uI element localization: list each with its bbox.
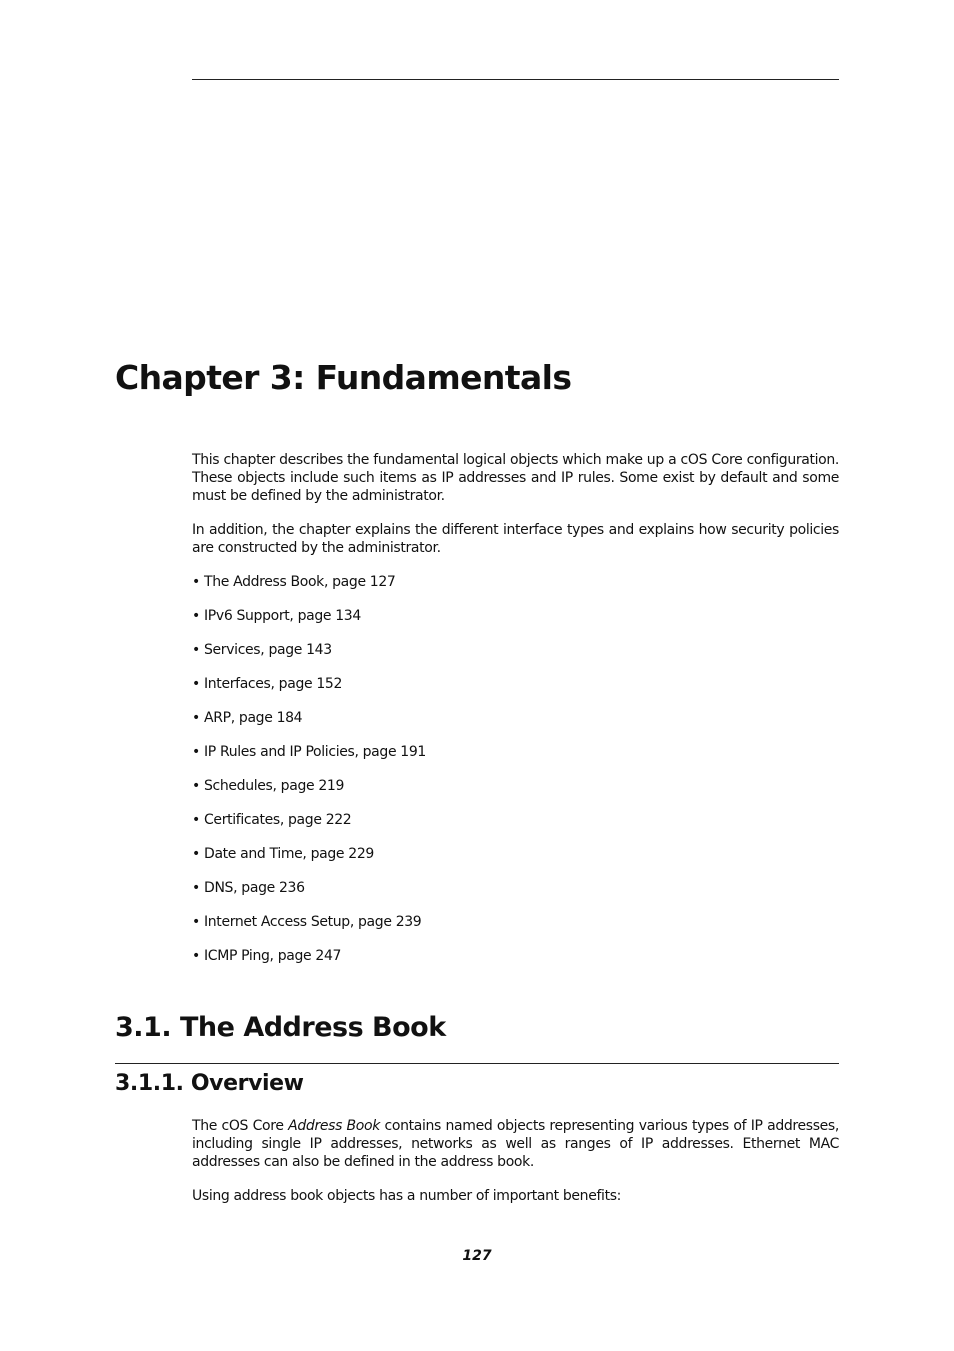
toc-item-certificates[interactable]: • Certificates, page 222: [192, 812, 352, 828]
toc-item-icmp-ping[interactable]: • ICMP Ping, page 247: [192, 948, 342, 964]
address-book-term: Address Book: [288, 1118, 380, 1134]
subsection-title: 3.1.1. Overview: [115, 1071, 304, 1096]
toc-item-internet-access[interactable]: • Internet Access Setup, page 239: [192, 914, 422, 930]
overview-paragraph-1: [192, 1117, 839, 1171]
section-rule: [115, 1063, 839, 1064]
overview-paragraph-2: Using address book objects has a number of important benefits:: [192, 1188, 622, 1204]
page-number: 127: [462, 1248, 492, 1264]
section-title: 3.1. The Address Book: [115, 1012, 446, 1043]
toc-item-services[interactable]: • Services, page 143: [192, 642, 332, 658]
toc-item-arp[interactable]: • ARP, page 184: [192, 710, 303, 726]
toc-item-schedules[interactable]: • Schedules, page 219: [192, 778, 345, 794]
toc-item-address-book[interactable]: • The Address Book, page 127: [192, 574, 396, 590]
overview-text-before: The cOS Core: [192, 1118, 289, 1134]
overview-text-after: contains named objects representing various types of IP addresses, including single IP addresses, networks as well as ranges of IP addresses. Ethernet MAC addresses can also be defined in the address book.: [192, 1118, 839, 1170]
chapter-toc: [192, 573, 426, 981]
header-rule: [192, 79, 839, 80]
toc-item-interfaces[interactable]: • Interfaces, page 152: [192, 676, 343, 692]
toc-item-ip-rules[interactable]: • IP Rules and IP Policies, page 191: [192, 744, 426, 760]
intro-paragraph-1: This chapter describes the fundamental logical objects which make up a cOS Core configuration. These objects include such items as IP addresses and IP rules. Some exist by default and some must be defined by the administrator.: [192, 452, 839, 504]
intro-paragraph-2: In addition, the chapter explains the different interface types and explains how security policies are constructed by the administrator.: [192, 522, 839, 556]
chapter-title: Chapter 3: Fundamentals: [115, 358, 572, 397]
toc-item-dns[interactable]: • DNS, page 236: [192, 880, 305, 896]
toc-item-date-time[interactable]: • Date and Time, page 229: [192, 846, 374, 862]
toc-item-ipv6-support[interactable]: • IPv6 Support, page 134: [192, 608, 361, 624]
